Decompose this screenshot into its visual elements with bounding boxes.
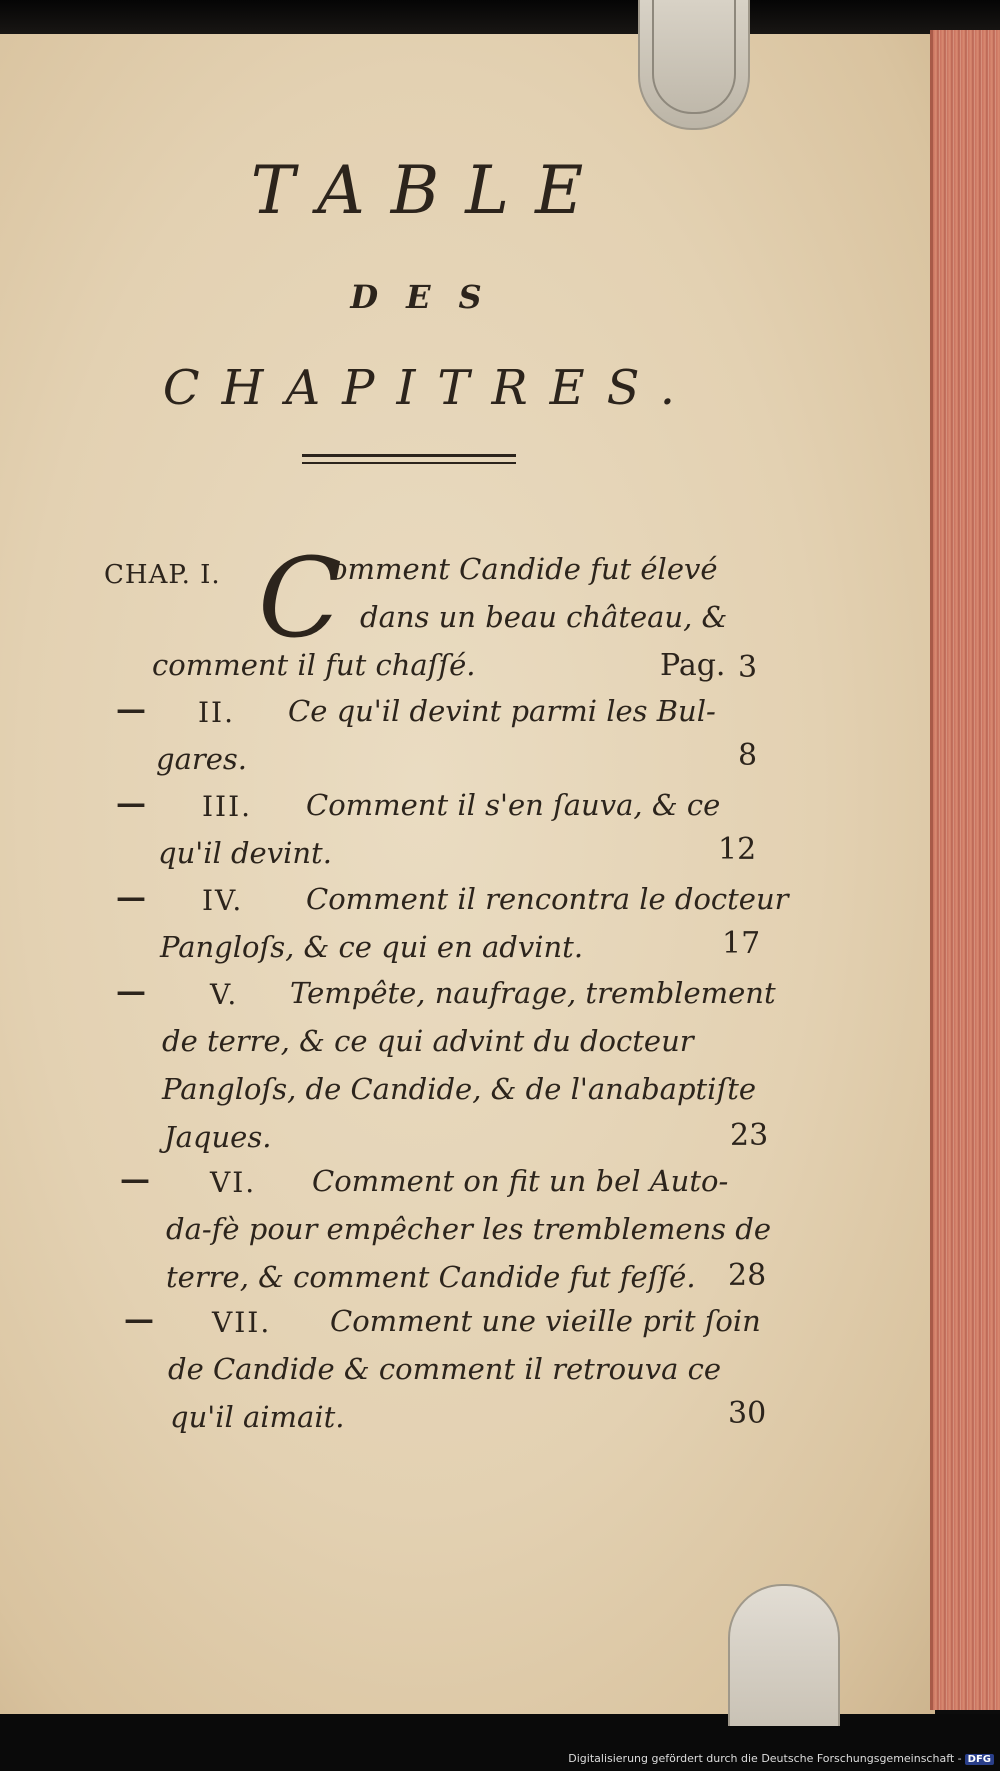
chapter-1-page-prefix: Pag.: [660, 648, 726, 683]
entry-line: Pangloſs, & ce qui en advint.: [160, 930, 584, 964]
title-chapitres: CHAPITRES.: [162, 360, 698, 416]
entry-line: Comment il s'en ſauva, & ce: [306, 788, 721, 822]
entry-line: Jaques.: [164, 1120, 272, 1154]
entry-dash: —: [124, 1302, 154, 1337]
credit-text: Digitalisierung gefördert durch die Deutsche Forschungsgemeinschaft -: [568, 1752, 962, 1765]
entry-line: Comment une vieille prit ſoin: [330, 1304, 761, 1338]
entry-line: qu'il aimait.: [170, 1400, 345, 1434]
entry-line: de Candide & comment il retrouva ce: [168, 1352, 722, 1386]
entry-line: gares.: [156, 742, 247, 776]
title-des: DES: [350, 278, 510, 316]
entry-line: Comment on fit un bel Auto-: [312, 1164, 729, 1198]
entry-line: Pangloſs, de Candide, & de l'anabaptiſte: [162, 1072, 757, 1106]
entry-line: terre, & comment Candide fut feſſé.: [166, 1260, 696, 1294]
dfg-logo: DFG: [965, 1754, 994, 1765]
entry-dash: —: [116, 880, 146, 915]
title-rule: [302, 454, 516, 464]
entry-dash: —: [116, 974, 146, 1009]
entry-number: V.: [210, 978, 239, 1011]
title-table: TABLE: [250, 152, 610, 229]
entry-number: III.: [202, 790, 253, 823]
entry-line: Comment il rencontra le docteur: [306, 882, 789, 916]
chapter-1-line-3: comment il fut chaſſé.: [152, 648, 476, 682]
entry-line: qu'il devint.: [158, 836, 332, 870]
entry-line: Ce qu'il devint parmi les Bul-: [288, 694, 716, 728]
page-edges: [930, 30, 1000, 1710]
entry-page: 17: [722, 926, 761, 961]
entry-dash: —: [116, 786, 146, 821]
entry-page: 12: [718, 832, 757, 867]
chapter-1-line-2: dans un beau château, &: [360, 600, 728, 634]
chapter-1-line-1: omment Candide fut élevé: [330, 552, 718, 586]
entry-number: VI.: [210, 1166, 257, 1199]
chapter-1-page: 3: [738, 650, 758, 685]
entry-page: 30: [728, 1396, 767, 1431]
entry-dash: —: [120, 1162, 150, 1197]
entry-page: 28: [728, 1258, 767, 1293]
entry-number: IV.: [202, 884, 244, 917]
entry-line: da-fè pour empêcher les tremblemens de: [166, 1212, 771, 1246]
entry-line: Tempête, naufrage, tremblement: [290, 976, 776, 1010]
chapter-label: CHAP. I.: [104, 560, 221, 590]
entry-number: II.: [198, 696, 236, 729]
page-clip-top-rim: [652, 0, 736, 114]
page-clip-bottom: [728, 1584, 840, 1726]
entry-line: de terre, & ce qui advint du docteur: [162, 1024, 694, 1058]
digitization-credit: [568, 1752, 994, 1765]
drop-capital: C: [258, 534, 343, 662]
entry-page: 8: [738, 738, 758, 773]
entry-number: VII.: [212, 1306, 272, 1339]
entry-dash: —: [116, 692, 146, 727]
entry-page: 23: [730, 1118, 769, 1153]
